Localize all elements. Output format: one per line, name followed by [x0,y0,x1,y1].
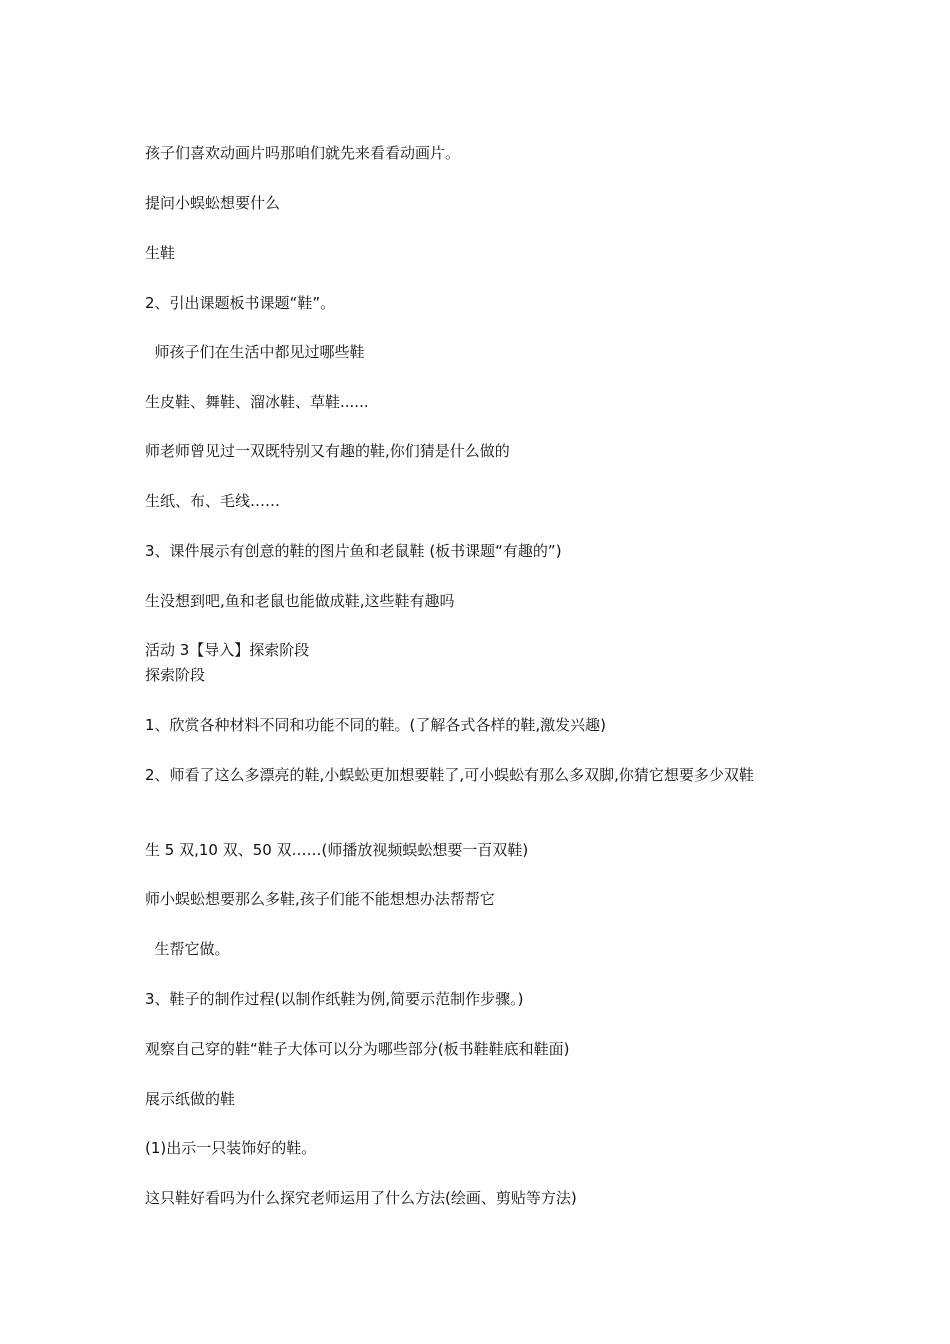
paragraph-3: 生鞋 [145,244,176,262]
paragraph-1: 孩子们喜欢动画片吗那咱们就先来看看动画片。 [145,144,461,162]
paragraph-19: 观察自己穿的鞋“鞋子大体可以分为哪些部分(板书鞋鞋底和鞋面) [145,1040,570,1058]
paragraph-14: 2、师看了这么多漂亮的鞋,小蜈蚣更加想要鞋了,可小蜈蚣有那么多双脚,你猜它想要多少双鞋 [145,766,754,784]
paragraph-20: 展示纸做的鞋 [145,1090,236,1108]
paragraph-22: 这只鞋好看吗为什么探究老师运用了什么方法(绘画、剪贴等方法) [145,1189,577,1207]
paragraph-13: 1、欣赏各种材料不同和功能不同的鞋。(了解各式各样的鞋,激发兴趣) [145,716,607,734]
paragraph-2: 提问小蜈蚣想要什么 [145,194,281,212]
paragraph-5: 师孩子们在生活中都见过哪些鞋 [145,343,365,361]
paragraph-8: 生纸、布、毛线…… [145,492,281,510]
paragraph-7: 师老师曾见过一双既特别又有趣的鞋,你们猜是什么做的 [145,442,510,460]
paragraph-21: (1)出示一只装饰好的鞋。 [145,1139,317,1157]
paragraph-10: 生没想到吧,鱼和老鼠也能做成鞋,这些鞋有趣吗 [145,592,455,610]
paragraph-18: 3、鞋子的制作过程(以制作纸鞋为例,简要示范制作步骤。) [145,990,524,1008]
paragraph-16: 师小蜈蚣想要那么多鞋,孩子们能不能想想办法帮帮它 [145,890,495,908]
paragraph-15: 生 5 双,10 双、50 双……(师播放视频蜈蚣想要一百双鞋) [145,841,529,859]
paragraph-12: 探索阶段 [145,666,206,684]
paragraph-9: 3、课件展示有创意的鞋的图片鱼和老鼠鞋 (板书课题“有趣的”) [145,542,562,560]
section-heading: 活动 3【导入】探索阶段 [145,641,310,659]
paragraph-6: 生皮鞋、舞鞋、溜冰鞋、草鞋...... [145,393,369,411]
paragraph-17: 生帮它做。 [145,940,230,958]
paragraph-4: 2、引出课题板书课题“鞋”。 [145,294,336,312]
